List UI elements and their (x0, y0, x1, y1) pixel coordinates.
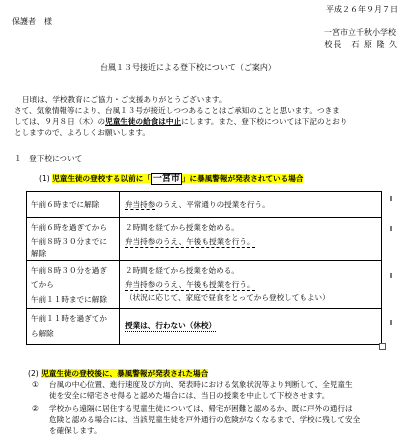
table-cell: ２時間を経てから授業を始める。 (125, 266, 239, 275)
schedule-table (26, 191, 382, 345)
paragraph-mark (390, 196, 392, 201)
item-1-number: ① (32, 380, 39, 389)
body-line-1: さて、気象情報等により、台風１３号が接近しつつあることはご承知のことと思います。つきま (14, 106, 340, 115)
item-2-line-3: を確保します。 (49, 426, 102, 435)
subsection-1-heading (39, 173, 303, 185)
table-cell: （状況に応じて、家庭で昼食をとってから登校してもよい） (125, 293, 330, 302)
subsection-1-text-a: 児童生徒の登校する以前に「 (52, 174, 151, 183)
item-2-line-1: 学校から遠隔に居住する児童生徒については、帰宅が困難と認めるか、既に戸外の通行は (49, 404, 353, 413)
section-1-heading: １ 登下校について (14, 154, 83, 163)
table-cell: 弁当持参のうえ、午後も授業を行う。 (125, 280, 255, 291)
table-cell: 午前１１時までに解除 (31, 295, 107, 304)
table-cell: 午前６時を過ぎてから (31, 223, 107, 232)
body-line-3: としますので、よろしくお願いします。 (14, 128, 150, 137)
body-line-2-end: にします。また、登下校については下記のとおり (181, 117, 348, 126)
body-line-2-start: しては、９月８日（木）の (14, 117, 106, 126)
document-date: 平成２６年９月７日 (326, 5, 398, 14)
table-cell: 弁当持参のうえ、午後も授業を行う。 (125, 237, 255, 248)
table-cell: 解除 (31, 249, 47, 258)
table-cell: ら解除 (31, 329, 54, 338)
subsection-1-text-c: 」に暴風警報が発表されている場合 (181, 174, 304, 183)
table-cell: 午前８時３０分までに (31, 237, 107, 246)
table-cell: てから (31, 280, 54, 289)
city-name-box: 一宮市 (152, 174, 180, 184)
bento-label: 弁当持参 (125, 200, 156, 209)
table-cell: 午前１１時を過ぎてか (31, 314, 107, 323)
item-1-line-1: 台風の中心位置、進行速度及び方向、発表時における気象状況等より判断して、全児童生 (49, 380, 353, 389)
item-1-line-2: 徒を安全に帰宅させ得ると認めた場合には、当日の授業を中止して下校させます。 (49, 391, 330, 400)
table-row (27, 308, 381, 345)
page-title: 台風１３号接近による登下校について（ご案内） (100, 63, 276, 72)
table-cell: 授業は、行わない（休校） (125, 321, 216, 332)
table-cell-text: のうえ、平常通りの授業を行う。 (155, 200, 270, 209)
lunch-cancelled-notice: 児童生徒の給食は中止 (105, 117, 182, 126)
item-2-number: ② (32, 404, 39, 413)
subsection-2-number: (2) (28, 369, 39, 378)
subsection-2-text: 児童生徒の登校後に、暴風警報が発表された場合 (41, 369, 209, 378)
table-resize-handle[interactable] (379, 343, 386, 350)
subsection-2-heading (28, 369, 208, 379)
table-cell: 午前８時３０分を過ぎ (31, 266, 107, 275)
body-line-2 (14, 117, 347, 127)
table-row (27, 260, 381, 309)
subsection-1-number: (1) (39, 174, 50, 183)
principal-name: 校長 石 原 隆 久 (324, 40, 398, 49)
table-cell: ２時間を経てから授業を始める。 (125, 223, 239, 232)
paragraph-mark (390, 273, 392, 278)
paragraph-mark (390, 320, 392, 325)
paragraph-mark (390, 226, 392, 231)
school-name: 一宮市立千秋小学校 (324, 28, 396, 37)
table-cell: 午前６時までに解除 (31, 200, 100, 209)
greeting-line: 日頃は、学校教育にご協力・ご支援ありがとうございます。 (22, 95, 227, 104)
recipient: 保護者 様 (12, 17, 52, 26)
item-2-line-2: 危険と認める場合には、当該児童生徒を戸外通行の危険がなくなるまで、学校に残して安全 (49, 415, 361, 424)
table-row (27, 192, 381, 217)
table-cell (125, 200, 270, 210)
table-row (27, 217, 381, 261)
